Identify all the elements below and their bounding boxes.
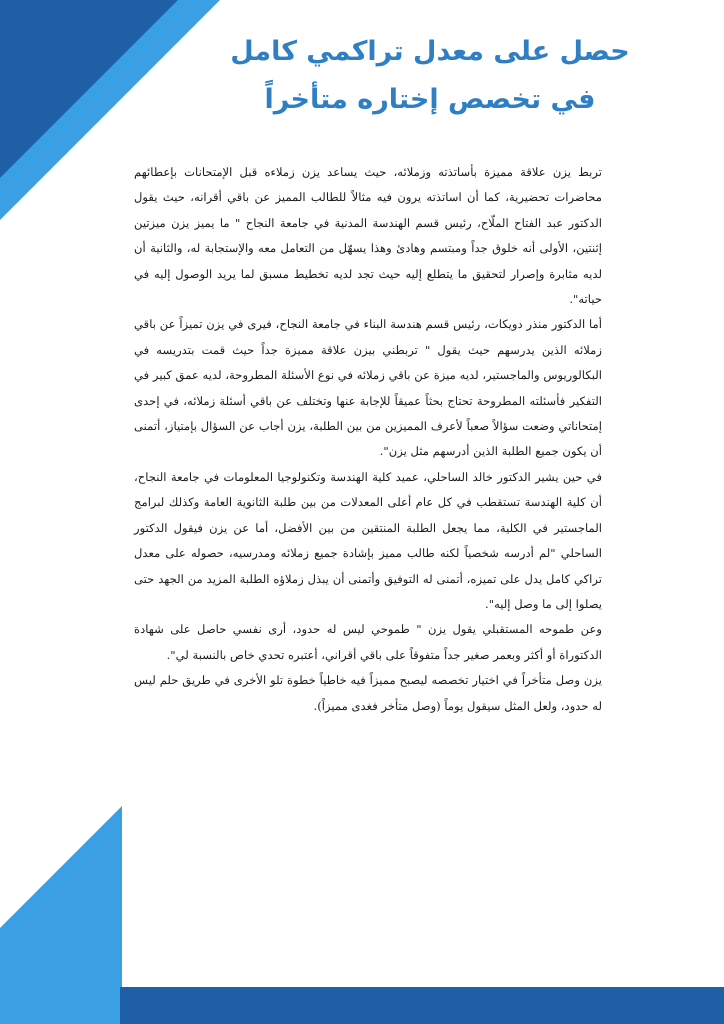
title-line-1: حصل على معدل تراكمي كامل	[230, 36, 630, 67]
article-body	[134, 160, 602, 719]
paragraph-3: في حين يشير الدكتور خالد الساحلي، عميد كلية الهندسة وتكنولوجيا المعلومات في جامعة النجاح، أن كلية الهندسة تستقطب في كل عام أعلى المعدلات من بين طلبة الثانوية العامة وكذلك لبرامج الماجستير في الكلية، مما يجعل الطلبة المنتقين من بين الأفضل، أما عن يزن فيقول الدكتور الساحلي "لم أدرسه شخصياً لكنه طالب مميز بإشادة جميع زملائه ومدرسيه، حصوله على معدل تراكي كامل يدل على تميزه، أتمنى له التوفيق وأتمنى أن يبذل زملاؤه الطلبة المزيد من الجهد حتى يصلوا إلى ما وصل إليه".	[134, 469, 602, 611]
title-line-2: في تخصص إختاره متأخراً	[264, 84, 596, 115]
paragraph-1: تربط يزن علاقة مميزة بأساتذته وزملائه، حيث يساعد يزن زملاءه قبل الإمتحانات بإعطائهم محاضرات تحضيرية، كما أن اساتذته يرون فيه مثالاً للطالب المميز عن باقي أقرانه، حيث يقول الدكتور عبد الفتاح الملّاح، رئيس قسم الهندسة المدنية في جامعة النجاح " ما يميز يزن ميزتين إثنتين، الأولى أنه خلوق جداً ومبتسم وهادئ وهذا يسهّل من التعامل معه والإستجابة له، والثانية أن لديه مثابرة وإصرار لتحقيق ما يتطلع إليه حيث تجد لديه تخطيط مسبق لما يريد الوصول إليه في حياته".	[134, 165, 602, 307]
page-title	[220, 28, 640, 124]
paragraph-2: أما الدكتور منذر دويكات، رئيس قسم هندسة البناء في جامعة النجاح، فيرى في يزن تميزاً عن باقي زملائه الذين يدرسهم حيث يقول " تربطني بيزن علاقة مميزة جداً حيث قمت بتدريسه في البكالوريوس والماجستير، لديه ميزة عن باقي زملائه في نوع الأسئلة المطروحة، لديه عمق كبير في التفكير فأسئلته المطروحة تحتاج بحثاً عميقاً للإجابة عنها وتختلف عن باقي أسئلة زملائه، في إحدى إمتحاناتي وضعت سؤالاً صعباً لأعرف المميزين من بين الطلبة، يزن أجاب عن السؤال بإمتياز، أتمنى أن يكون جميع الطلبة الذين أدرسهم مثل يزن".	[134, 317, 602, 459]
bottom-left-decoration	[0, 806, 122, 1024]
paragraph-4: وعن طموحه المستقبلي يقول يزن " طموحي ليس له حدود، أرى نفسي حاصل على شهادة الدكتوراة أو أكثر وبعمر صغير جداً متفوقاً على باقي أقراني، أعتبره تحدي خاص بالنسبة لي".	[134, 622, 602, 662]
bottom-bar	[120, 987, 724, 1024]
bottom-light-blue-triangle	[0, 806, 122, 1024]
paragraph-5: يزن وصل متأخراً في اختيار تخصصه ليصبح مميزاً فيه خاطياً خطوة تلو الأخرى في طريق حلم ليس له حدود، ولعل المثل سيقول يوماً (وصل متأخر فغدى مميزاً).	[134, 673, 602, 713]
